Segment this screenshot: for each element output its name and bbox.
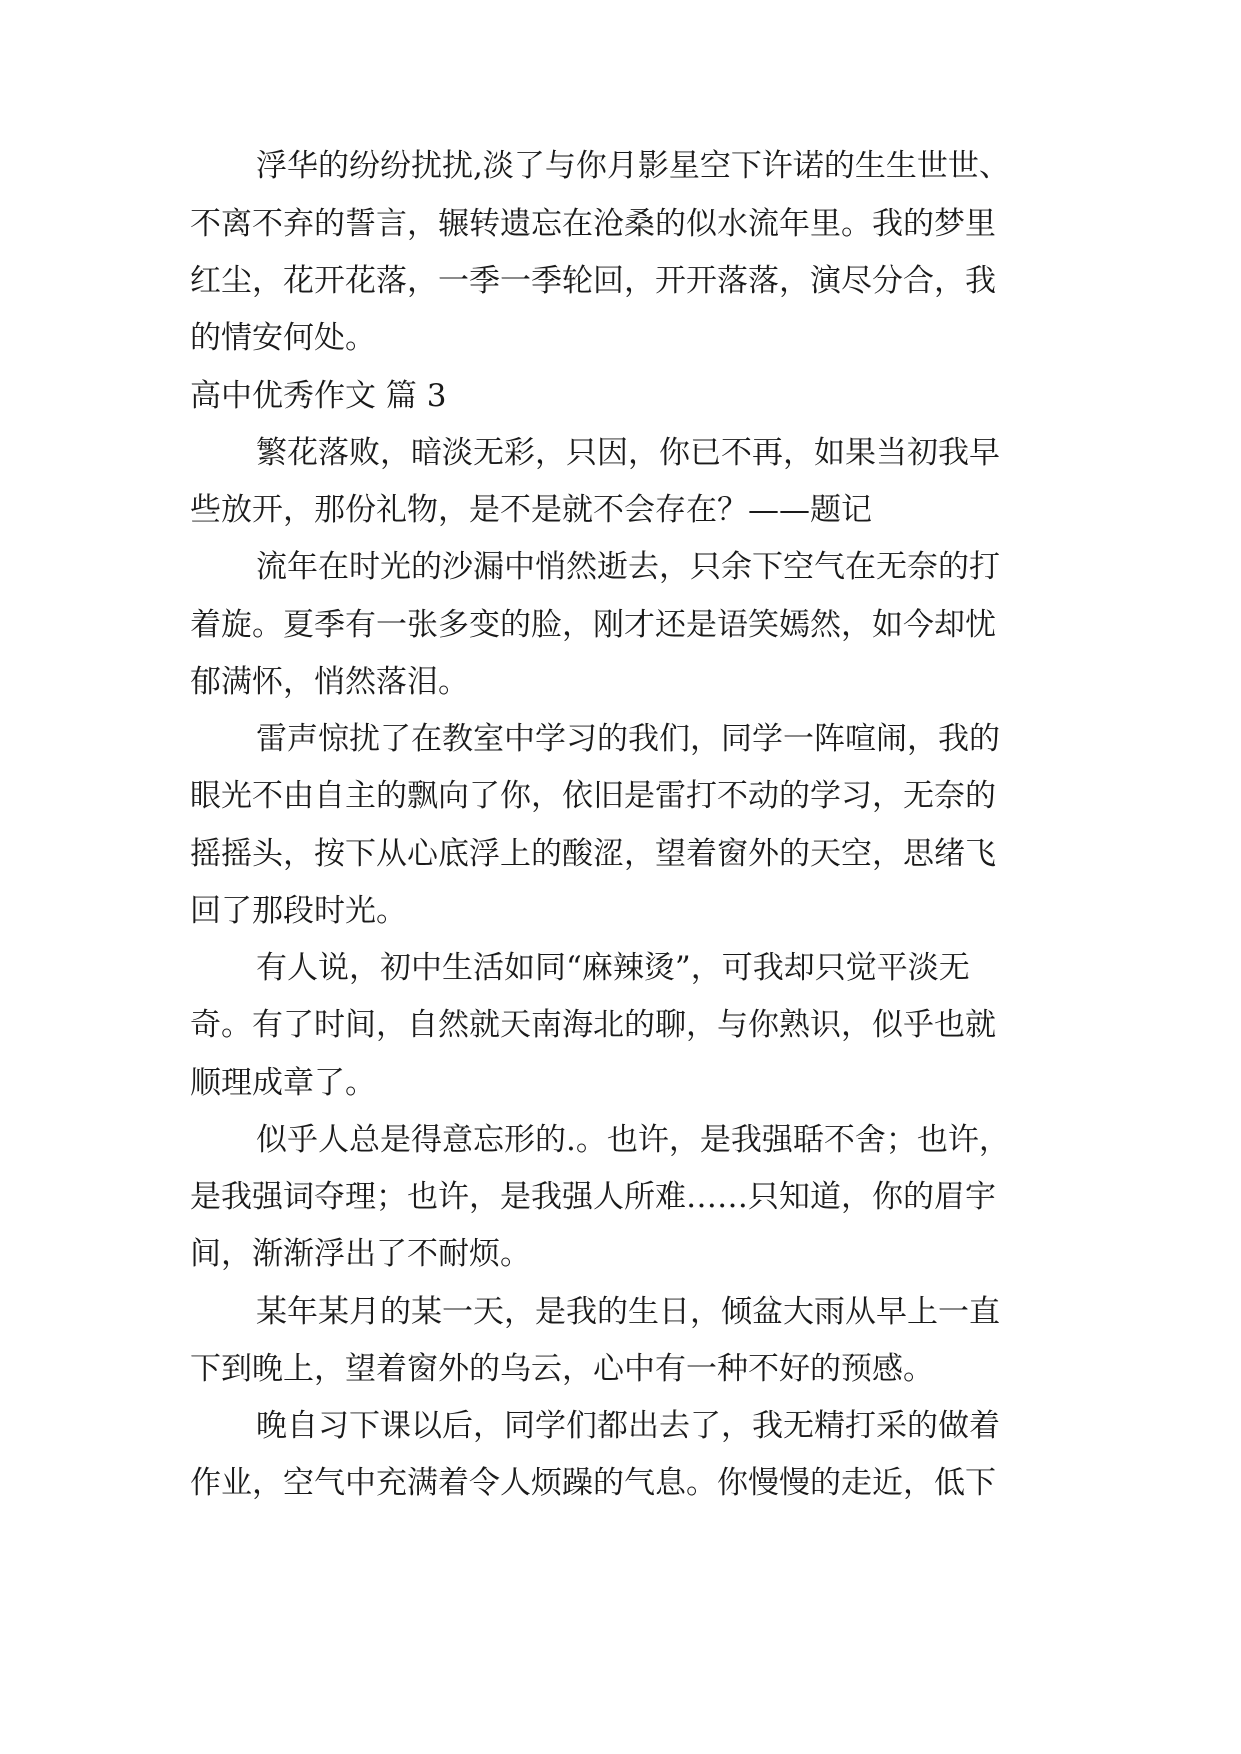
paragraph-3-line-1: 流年在时光的沙漏中悄然逝去，只余下空气在无奈的打: [256, 549, 1000, 585]
section-heading: 高中优秀作文 篇 3: [190, 378, 447, 414]
paragraph-5-line-3: 顺理成章了。: [190, 1065, 376, 1101]
paragraph-3-line-3: 郁满怀，悄然落泪。: [190, 664, 469, 700]
paragraph-1-line-4: 的情安何处。: [190, 320, 376, 356]
paragraph-4-line-3: 摇摇头，按下从心底浮上的酸涩，望着窗外的天空，思绪飞: [190, 836, 996, 872]
paragraph-7-line-1: 某年某月的某一天，是我的生日，倾盆大雨从早上一直: [256, 1294, 1000, 1330]
paragraph-6-line-3: 间，渐渐浮出了不耐烦。: [190, 1236, 531, 1272]
paragraph-1-line-1: 浮华的纷纷扰扰,淡了与你月影星空下许诺的生生世世、: [256, 148, 1010, 184]
paragraph-2-line-2: 些放开，那份礼物，是不是就不会存在？——题记: [190, 492, 872, 528]
paragraph-5-line-2: 奇。有了时间，自然就天南海北的聊，与你熟识，似乎也就: [190, 1007, 996, 1043]
paragraph-4-line-2: 眼光不由自主的飘向了你，依旧是雷打不动的学习，无奈的: [190, 778, 996, 814]
paragraph-1-line-3: 红尘，花开花落，一季一季轮回，开开落落，演尽分合，我: [190, 263, 996, 299]
paragraph-4-line-4: 回了那段时光。: [190, 893, 407, 929]
paragraph-4-line-1: 雷声惊扰了在教室中学习的我们，同学一阵喧闹，我的: [256, 721, 1000, 757]
paragraph-6-line-2: 是我强词夺理；也许，是我强人所难……只知道，你的眉宇: [190, 1179, 996, 1215]
paragraph-3-line-2: 着旋。夏季有一张多变的脸，刚才还是语笑嫣然，如今却忧: [190, 607, 996, 643]
paragraph-8-line-1: 晚自习下课以后，同学们都出去了，我无精打采的做着: [256, 1408, 1000, 1444]
paragraph-1-line-2: 不离不弃的誓言，辗转遗忘在沧桑的似水流年里。我的梦里: [190, 206, 996, 242]
paragraph-8-line-2: 作业，空气中充满着令人烦躁的气息。你慢慢的走近，低下: [190, 1465, 996, 1501]
paragraph-2-line-1: 繁花落败，暗淡无彩，只因，你已不再，如果当初我早: [256, 435, 1000, 471]
paragraph-7-line-2: 下到晚上，望着窗外的乌云，心中有一种不好的预感。: [190, 1351, 934, 1387]
paragraph-6-line-1: 似乎人总是得意忘形的.。也许，是我强聒不舍；也许，: [256, 1122, 1010, 1158]
paragraph-5-line-1: 有人说，初中生活如同“麻辣烫”，可我却只觉平淡无: [256, 950, 970, 986]
